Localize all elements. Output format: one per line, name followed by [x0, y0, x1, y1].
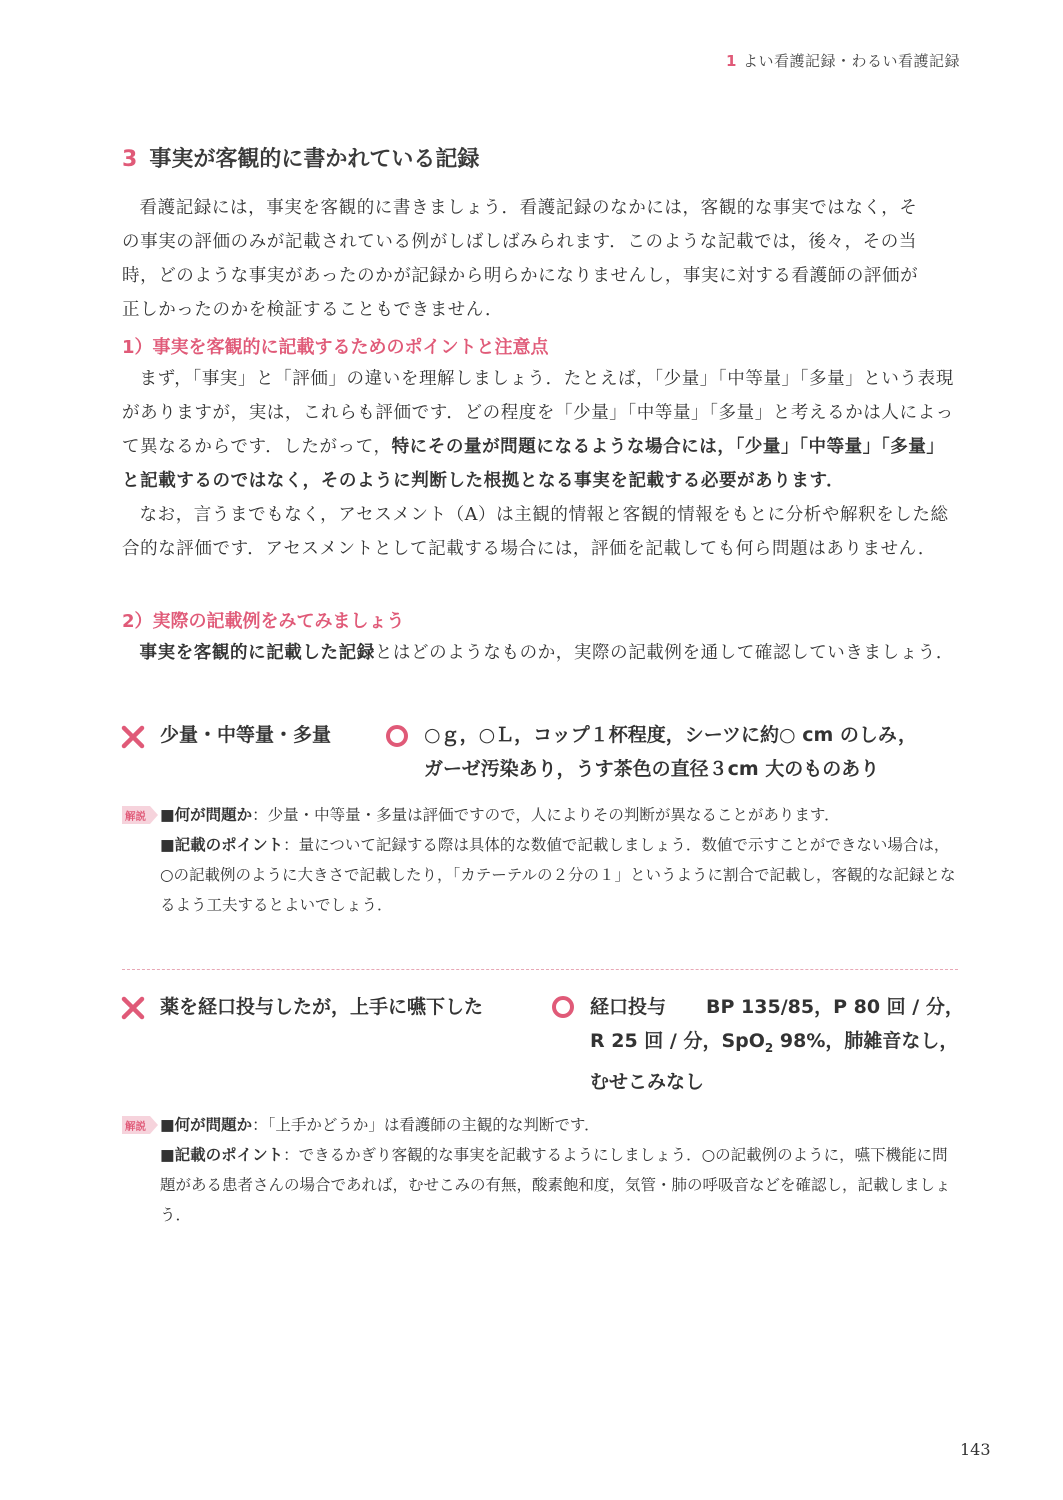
sub1-paragraph-2: なお，言うまでもなく，アセスメント（A）は主観的情報と客観的情報をもとに分析や解釈をした総合的な評価です．アセスメントとして記載する場合には，評価を記載しても何ら問題はありません． [122, 505, 949, 559]
point-text: ：量について記録する際は具体的な数値で記載しましょう．数値で示すことができない場合は，○の記載例のように大きさで記載したり，「カテーテルの２分の１」というように割合で記載し，客観的な記録となるよう工夫するとよいでしょう． [160, 836, 956, 914]
cross-icon [120, 724, 146, 750]
section-number: 3 [122, 147, 138, 172]
example2-good-label: 経口投与 [590, 996, 667, 1018]
point-text: ：できるかぎり客観的な事実を記載するようにしましょう．○の記載例のように，嚥下機能に問題がある患者さんの場合であれば，むせこみの有無，酸素飽和度，気管・肺の呼吸音などを確認し，記載しましょう． [160, 1146, 951, 1224]
spo2-subscript: 2 [764, 1040, 774, 1055]
explanation-2 [160, 1110, 960, 1230]
sub2-paragraph-text [122, 636, 956, 670]
cross-icon [120, 995, 146, 1021]
problem-label: ■何が問題か [160, 1116, 253, 1134]
explanation-badge-2 [122, 1116, 158, 1134]
intro-line: の事実の評価のみが記載されている例がしばしばみられます．このような記載では，後々，その当 [122, 232, 917, 252]
chapter-title: よい看護記録・わるい看護記録 [742, 52, 960, 70]
dashed-divider [122, 969, 958, 970]
problem-text: ：「上手かどうか」は看護師の主観的な判断です． [252, 1116, 600, 1134]
sub1-p1-text: まず，「事実」と「評価」の違いを理解しましょう．たとえば，「少量」「中等量」「多量」という表現がありますが，実は，これらも評価です．どの程度を「少量」「中等量」「多量」と考えるかは人によって異なるからです．したがって， [122, 369, 954, 457]
point-row [160, 1140, 960, 1230]
explanation-1 [160, 800, 960, 920]
problem-label: ■何が問題か [160, 806, 253, 824]
example1-good-line: ○ｇ，○Ｌ，コップ１杯程度，シーツに約○ cm のしみ， [424, 724, 918, 746]
example1-bad: 少量・中等量・多量 [160, 724, 332, 746]
example2-good [590, 990, 964, 1099]
circle-icon [386, 725, 408, 747]
section-title-text: 事実が客観的に書かれている記録 [149, 147, 480, 172]
running-head [700, 50, 960, 71]
example2-vitals-2: R 25 回 / 分，SpO [590, 1030, 765, 1052]
example2-vitals-3: 98%，肺雑音なし， [773, 1030, 959, 1052]
sub2-rest: とはどのようなものか，実際の記載例を通して確認していきましょう． [374, 643, 955, 663]
example1-good [424, 718, 917, 786]
example2-good-line: むせこみなし [590, 1070, 705, 1093]
page-number: 143 [960, 1440, 991, 1459]
sub1-paragraph-1 [122, 362, 956, 498]
problem-row [160, 1110, 960, 1140]
example2-good-line [590, 1024, 964, 1065]
example2-good-line [590, 990, 964, 1024]
sub2-bold: 事実を客観的に記載した記録 [139, 643, 375, 663]
intro-line: 時，どのような事実があったのかが記録から明らかになりませんし，事実に対する看護師の評価が [122, 266, 919, 286]
problem-row [160, 800, 960, 830]
sub1-p1-bold: 特にその量が問題になるような場合には，「少量」「中等量」「多量」と記載するのではなく，そのように判断した根拠となる事実を記載する必要があります． [122, 437, 945, 491]
example1-good-line: ガーゼ汚染あり，うす茶色の直径３cm 大のものあり [424, 758, 880, 780]
point-row [160, 830, 960, 920]
badge-label: 解説 [125, 810, 146, 823]
intro-paragraph [122, 191, 956, 327]
problem-text: ：少量・中等量・多量は評価ですので，人によりその判断が異なることがあります． [252, 806, 840, 824]
circle-icon [552, 996, 574, 1018]
example2-bad: 薬を経口投与したが，上手に嚥下した [160, 996, 484, 1018]
explanation-badge-1 [122, 806, 158, 824]
subheading-2: 2）実際の記載例をみてみましょう [122, 611, 405, 632]
example2-vitals: BP 135/85，P 80 回 / 分， [706, 996, 964, 1018]
sub2-paragraph [122, 636, 956, 670]
intro-line: 正しかったのかを検証することもできません． [122, 300, 504, 320]
sub1-paragraphs [122, 362, 956, 566]
section-title [122, 142, 479, 173]
subheading-1: 1）事実を客観的に記載するためのポイントと注意点 [122, 337, 549, 358]
point-label: ■記載のポイント [160, 1146, 284, 1164]
point-label: ■記載のポイント [160, 836, 284, 854]
badge-label: 解説 [125, 1120, 146, 1133]
intro-line: 看護記録には，事実を客観的に書きましょう．看護記録のなかには，客観的な事実ではなく，そ [139, 198, 918, 218]
chapter-number: 1 [726, 52, 737, 70]
